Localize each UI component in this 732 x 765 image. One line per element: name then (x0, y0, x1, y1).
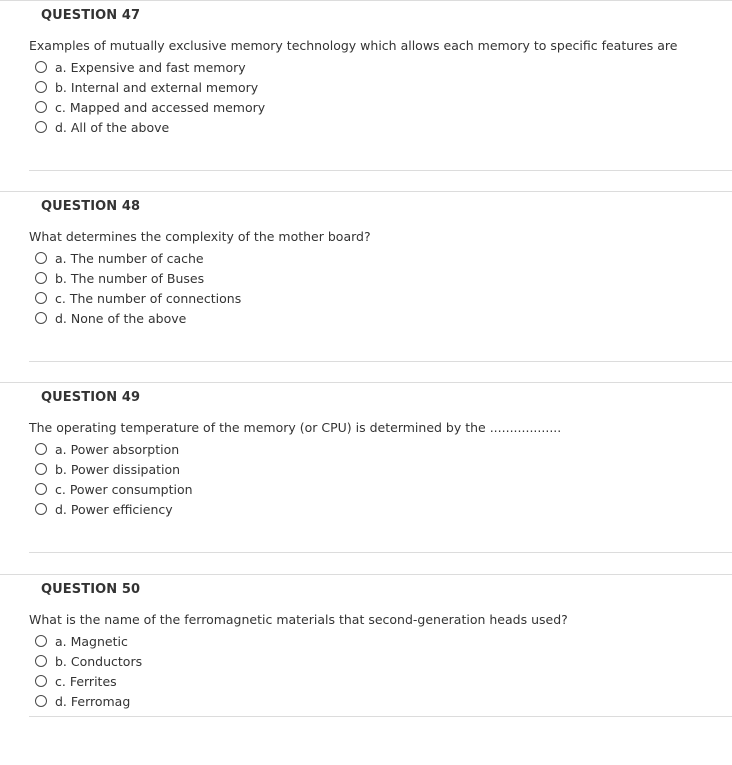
answer-option-b[interactable] (35, 77, 265, 97)
answer-option-c[interactable] (35, 288, 241, 308)
radio-button[interactable] (35, 695, 47, 707)
question-50 (0, 574, 732, 765)
answer-option-a[interactable] (35, 248, 241, 268)
answer-option-d[interactable] (35, 691, 142, 711)
answer-option-a[interactable] (35, 439, 193, 459)
section-divider (0, 0, 732, 1)
answer-label[interactable]: c. Power consumption (55, 481, 193, 497)
section-divider (29, 170, 732, 171)
radio-button[interactable] (35, 463, 47, 475)
question-47 (0, 0, 732, 191)
answer-options (35, 439, 193, 519)
radio-button[interactable] (35, 675, 47, 687)
radio-button[interactable] (35, 272, 47, 284)
answer-label[interactable]: b. The number of Buses (55, 270, 205, 286)
answer-label[interactable]: d. Power efficiency (55, 501, 173, 517)
answer-options (35, 57, 265, 137)
answer-option-d[interactable] (35, 117, 265, 137)
question-text: What is the name of the ferromagnetic materials that second-generation heads used? (29, 612, 568, 627)
answer-label[interactable]: a. Magnetic (55, 633, 128, 649)
question-text: Examples of mutually exclusive memory technology which allows each memory to specific features are (29, 38, 678, 53)
question-49 (0, 382, 732, 573)
answer-option-d[interactable] (35, 308, 241, 328)
question-title: QUESTION 49 (41, 390, 141, 405)
answer-label[interactable]: c. Ferrites (55, 673, 117, 689)
answer-label[interactable]: d. None of the above (55, 310, 187, 326)
answer-label[interactable]: d. Ferromag (55, 693, 131, 709)
answer-option-d[interactable] (35, 499, 193, 519)
question-title: QUESTION 47 (41, 8, 141, 23)
answer-label[interactable]: a. Expensive and fast memory (55, 59, 246, 75)
answer-label[interactable]: b. Power dissipation (55, 461, 181, 477)
answer-label[interactable]: b. Internal and external memory (55, 79, 259, 95)
section-divider (0, 382, 732, 383)
radio-button[interactable] (35, 101, 47, 113)
radio-button[interactable] (35, 252, 47, 264)
answer-label[interactable]: c. The number of connections (55, 290, 242, 306)
section-divider (29, 716, 732, 717)
radio-button[interactable] (35, 81, 47, 93)
section-divider (29, 552, 732, 553)
answer-option-c[interactable] (35, 671, 142, 691)
radio-button[interactable] (35, 503, 47, 515)
radio-button[interactable] (35, 635, 47, 647)
section-divider (29, 361, 732, 362)
answer-option-b[interactable] (35, 459, 193, 479)
radio-button[interactable] (35, 292, 47, 304)
answer-option-a[interactable] (35, 631, 142, 651)
question-text: What determines the complexity of the mother board? (29, 229, 371, 244)
answer-option-a[interactable] (35, 57, 265, 77)
answer-option-c[interactable] (35, 479, 193, 499)
answer-label[interactable]: d. All of the above (55, 119, 170, 135)
answer-label[interactable]: a. The number of cache (55, 250, 204, 266)
section-divider (0, 191, 732, 192)
answer-options (35, 631, 142, 711)
question-title: QUESTION 50 (41, 582, 141, 597)
answer-label[interactable]: c. Mapped and accessed memory (55, 99, 266, 115)
section-divider (0, 574, 732, 575)
answer-option-c[interactable] (35, 97, 265, 117)
question-text: The operating temperature of the memory (or CPU) is determined by the .................. (29, 420, 562, 435)
question-48 (0, 191, 732, 382)
radio-button[interactable] (35, 443, 47, 455)
radio-button[interactable] (35, 655, 47, 667)
answer-option-b[interactable] (35, 651, 142, 671)
answer-label[interactable]: b. Conductors (55, 653, 143, 669)
answer-label[interactable]: a. Power absorption (55, 441, 180, 457)
radio-button[interactable] (35, 312, 47, 324)
question-title: QUESTION 48 (41, 199, 141, 214)
answer-option-b[interactable] (35, 268, 241, 288)
radio-button[interactable] (35, 61, 47, 73)
answer-options (35, 248, 241, 328)
radio-button[interactable] (35, 483, 47, 495)
radio-button[interactable] (35, 121, 47, 133)
